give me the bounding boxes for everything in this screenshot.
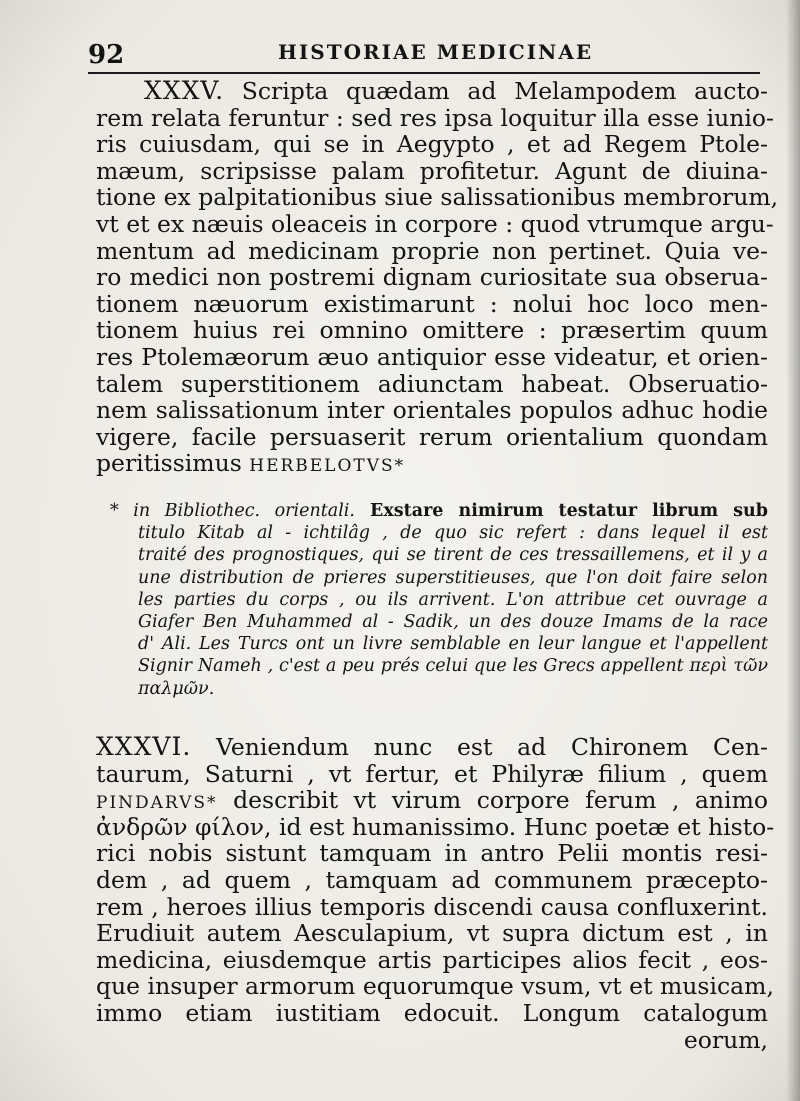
footnote-text: traité des prognostiques, qui se tirent de ces tressaillemens, et il y a (138, 545, 768, 566)
line-text: dem , ad quem , tamquam ad communem præcepto- (96, 865, 768, 894)
footnote-line (110, 611, 768, 633)
footnote-text: une distribution de prieres superstitieuses, que l'on doit faire selon (138, 567, 768, 588)
line-text: ro medici non postremi dignam curiositate sua obserua- (96, 263, 768, 292)
text-line (96, 450, 768, 477)
line-text: Veniendum nunc est ad Chironem Cen- (191, 733, 768, 761)
footnote-line (110, 678, 768, 700)
line-text: ris cuiusdam, qui se in Aegypto , et ad Regem Ptole- (96, 130, 768, 159)
line-text: Erudiuit autem Aesculapium, vt supra dictum est , in (96, 919, 768, 948)
text-line (96, 787, 768, 814)
footnote (110, 500, 768, 700)
text-line (96, 317, 768, 344)
footnote-line (110, 633, 768, 655)
text-line (96, 291, 768, 318)
text-line (96, 238, 768, 265)
text-line (96, 840, 768, 867)
line-text: nem salissationum inter orientales populos adhuc hodie (96, 396, 768, 425)
line-text: peritissimus (96, 449, 250, 478)
header-rule (88, 72, 760, 74)
text-line (96, 264, 768, 291)
author-name: HERBELOTVS* (249, 456, 406, 477)
line-text: tione ex palpitationibus siue salissationibus membrorum, (96, 183, 779, 212)
text-line (96, 209, 774, 238)
line-text: rem , heroes illius temporis discendi causa confluxerint. (96, 892, 768, 921)
page-header (88, 34, 768, 74)
text-line (96, 424, 768, 451)
line-text: tionem næuorum existimarunt : nolui hoc loco men- (96, 289, 768, 318)
footnote-text: Signir Nameh , c'est a peu prés celui que les Grecs appellent περὶ τῶν (138, 656, 768, 677)
line-text: immo etiam iustitiam edocuit. Longum catalogum (96, 998, 768, 1027)
line-text: vt et ex næuis oleaceis in corpore : quod vtrumque argu- (96, 209, 774, 238)
text-line (96, 894, 768, 921)
line-text: medicina, eiusdemque artis participes alios fecit , eos- (96, 945, 768, 974)
footnote-line (110, 544, 768, 566)
text-line (96, 972, 774, 1001)
text-line (96, 812, 775, 841)
text-line (96, 344, 768, 371)
footnote-line (110, 522, 768, 544)
footnote-line (110, 567, 768, 589)
text-line (96, 947, 768, 974)
footnote-line (110, 500, 768, 522)
text-line (96, 734, 768, 761)
text-line (96, 78, 768, 105)
footnote-text: Giafer Ben Muhammed al - Sadik, un des douze Imams de la race (138, 611, 768, 632)
text-line (96, 371, 768, 398)
footnote-reference: * in Bibliothec. orientali. (110, 501, 355, 521)
text-line (96, 867, 768, 894)
footnote-text: Exstare nimirum testatur librum sub (354, 501, 768, 521)
section-number: XXXVI. (96, 732, 192, 761)
line-text: tionem huius rei omnino omittere : præsertim quum (96, 316, 768, 345)
footnote-line (110, 655, 768, 677)
line-text: rici nobis sistunt tamquam in antro Pelii montis resi- (96, 839, 768, 868)
text-line (96, 103, 774, 132)
text-line (96, 131, 768, 158)
line-text: taurum, Saturni , vt fertur, et Philyræ filium , quem (96, 759, 768, 788)
text-line (96, 397, 768, 424)
line-text: Scripta quædam ad Melampodem aucto- (224, 77, 768, 105)
text-line (96, 920, 768, 947)
footnote-text: παλμῶν. (138, 678, 215, 699)
text-line (96, 158, 768, 185)
page-edge-shadow (786, 0, 800, 1101)
line-text: que insuper armorum equorumque vsum, vt et musicam, (96, 972, 774, 1001)
running-head: HISTORIAE MEDICINAE (278, 40, 594, 64)
footnote-text: d' Ali. Les Turcs ont un livre semblable en leur langue et l'appellent (138, 634, 768, 655)
text-line (96, 761, 768, 788)
footnote-line (110, 589, 768, 611)
author-name: PINDARVS* (96, 793, 218, 814)
text-line (96, 1000, 768, 1027)
text-line (96, 183, 779, 212)
line-text: vigere, facile persuaserit rerum orientalium quondam (96, 422, 768, 451)
line-text: ἀνδρῶν φίλον, id est humanissimo. Hunc poetæ et histo- (96, 812, 775, 841)
section-xxxv (96, 76, 779, 478)
line-text: mæum, scripsisse palam profitetur. Agunt de diuina- (96, 156, 768, 185)
section-number: XXXV. (144, 76, 225, 105)
catchword: eorum, (683, 1025, 768, 1054)
line-text: describit vt virum corpore ferum , animo (217, 786, 768, 815)
section-xxxvi (96, 732, 775, 1054)
footnote-text: les parties du corps , ou ils arrivent. L'on attribue cet ouvrage a (138, 589, 768, 610)
line-text: talem superstitionem adiunctam habeat. Obseruatio- (96, 369, 768, 398)
line-text: rem relata feruntur : sed res ipsa loquitur illa esse iunio- (96, 103, 774, 132)
line-text: res Ptolemæorum æuo antiquior esse videatur, et orien- (96, 342, 768, 371)
page-number: 92 (88, 40, 125, 70)
footnote-text: titulo Kitab al - ichtilâg , de quo sic refert : dans lequel il est (138, 523, 768, 544)
line-text: mentum ad medicinam proprie non pertinet. Quia ve- (96, 236, 768, 265)
